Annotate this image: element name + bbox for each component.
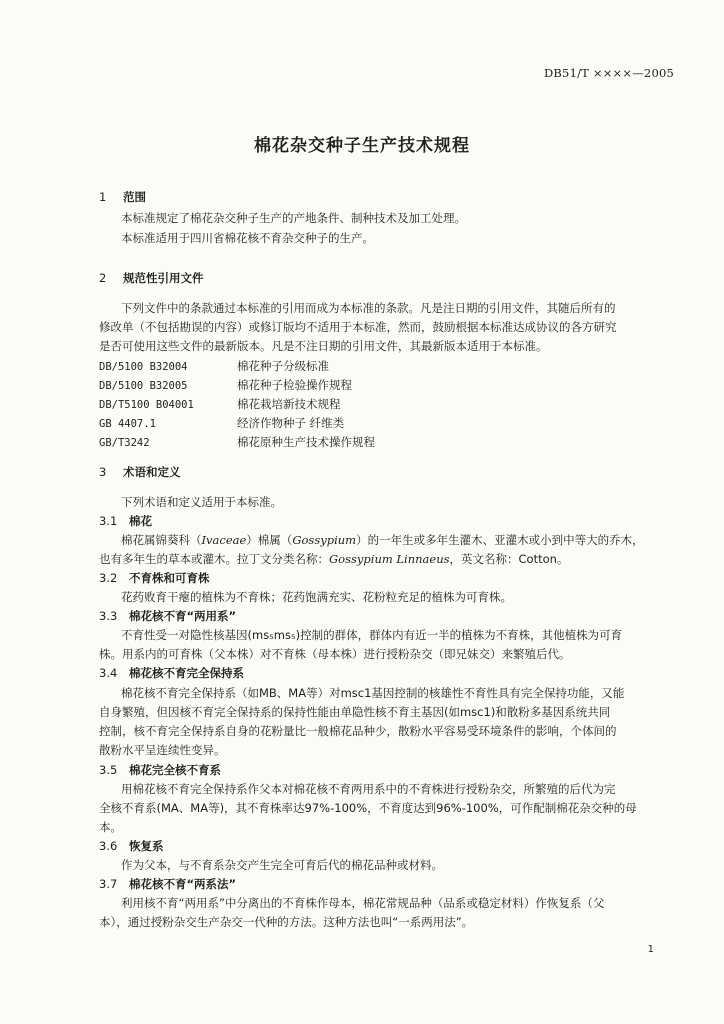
reference-item: GB 4407.1 经济作物种子 纤维类 — [99, 416, 345, 430]
term-3-4-line-3: 控制，核不育完全保持系自身的花粉量比一般棉花品种少，散粉水平容易受环境条件的影响，个体间的 — [99, 724, 617, 738]
term-3-7-line-2: 本），通过授粉杂交生产杂交一代种的方法。这种方法也叫“一系两用法”。 — [99, 915, 474, 929]
term-3-4-line-4: 散粉水平呈连续性变异。 — [99, 743, 226, 757]
reference-item: GB/T3242 棉花原种生产技术操作规程 — [99, 435, 375, 449]
term-3-7-line-1: 利用核不育“两用系”中分离出的不育株作母本，棉花常规品种（品系或稳定材料）作恢复系（父 — [121, 896, 605, 910]
term-3-5-line-3: 本。 — [99, 820, 122, 834]
term-3-3-heading: 3.3 棉花核不育“两用系” — [99, 609, 237, 623]
reference-item: DB/5100 B32004 棉花种子分级标准 — [99, 359, 329, 373]
reference-item: DB/5100 B32005 棉花种子检验操作规程 — [99, 378, 352, 392]
section-2-para-line-2: 修改单（不包括勘误的内容）或修订版均不适用于本标准，然而，鼓励根据本标准达成协议的各方研究 — [99, 320, 617, 334]
term-3-5-line-1: 用棉花核不育完全保持系作父本对棉花核不育两用系中的不育株进行授粉杂交，所繁殖的后代为完 — [121, 782, 616, 796]
term-3-1-line-1: 棉花属锦葵科（Ivaceae）棉属（Gossypium）的一年生或多年生灌木、亚灌木或小到中等大的乔木， — [121, 533, 644, 547]
term-3-4-heading: 3.4 棉花核不育完全保持系 — [99, 666, 244, 680]
document-title: 棉花杂交种子生产技术规程 — [254, 136, 470, 156]
page-number: 1 — [647, 944, 654, 955]
section-1-heading: 1 范围 — [99, 190, 146, 204]
section-2-para-line-3: 是否可使用这些文件的最新版本。凡是不注日期的引用文件，其最新版本适用于本标准。 — [99, 339, 548, 353]
term-3-4-line-2: 自身繁殖，但因核不育完全保持系的保持性能由单隐性核不育主基因(如msc1)和散粉多基因系统共同 — [99, 705, 611, 719]
term-3-1-line-2: 也有多年生的草本或灌木。拉丁文分类名称：Gossypium Linnaeus，英文名称：Cotton。 — [99, 552, 569, 566]
section-1-para-1: 本标准规定了棉花杂交种子生产的产地条件、制种技术及加工处理。 — [121, 211, 466, 225]
reference-item: DB/T5100 B04001 棉花栽培新技术规程 — [99, 397, 341, 411]
term-3-5-heading: 3.5 棉花完全核不育系 — [99, 763, 221, 777]
section-2-heading: 2 规范性引用文件 — [99, 271, 204, 285]
term-3-2-heading: 3.2 不育株和可育株 — [99, 571, 210, 585]
section-2-para-line-1: 下列文件中的条款通过本标准的引用而成为本标准的条款。凡是注日期的引用文件，其随后所有的 — [121, 301, 616, 315]
term-3-2-line-1: 花药败育干瘪的植株为不育株；花药饱满充实、花粉粒充足的植株为可育株。 — [121, 590, 512, 604]
term-3-4-line-1: 棉花核不育完全保持系（如MB、MA等）对msc1基因控制的核雄性不育性具有完全保持功能，又能 — [121, 686, 625, 700]
section-3-intro: 下列术语和定义适用于本标准。 — [121, 495, 282, 509]
term-3-3-line-2: 株。用系内的可育株（父本株）对不育株（母本株）进行授粉杂交（即兄妹交）来繁殖后代。 — [99, 647, 571, 661]
section-1-para-2: 本标准适用于四川省棉花核不育杂交种子的生产。 — [121, 231, 374, 245]
term-3-6-line-1: 作为父本，与不育系杂交产生完全可育后代的棉花品种或材料。 — [121, 858, 443, 872]
term-3-3-line-1: 不育性受一对隐性核基因(ms₅ms₅)控制的群体，群体内有近一半的植株为不育株，其他植株为可育 — [121, 628, 623, 642]
standard-code: DB51/T ××××—2005 — [543, 66, 674, 80]
term-3-7-heading: 3.7 棉花核不育“两系法” — [99, 877, 237, 891]
section-3-heading: 3 术语和定义 — [99, 465, 181, 479]
term-3-1-heading: 3.1 棉花 — [99, 514, 152, 528]
term-3-6-heading: 3.6 恢复系 — [99, 839, 164, 853]
term-3-5-line-2: 全核不育系(MA、MA等)，其不育株率达97%-100%，不育度达到96%-100%，可作配制棉花杂交种的母 — [99, 801, 637, 815]
